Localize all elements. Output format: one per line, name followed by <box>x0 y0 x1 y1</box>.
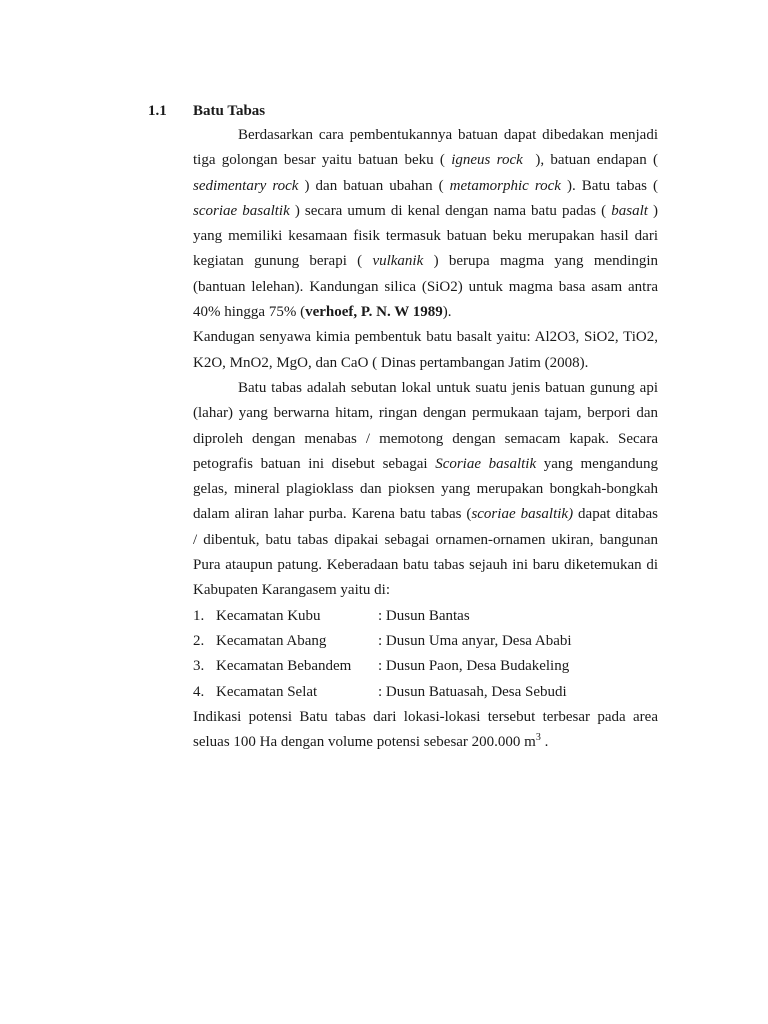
text: Indikasi potensi Batu tabas dari lokasi-lokasi tersebut terbesar pada area <box>193 708 658 725</box>
paragraph-1-line-6 <box>193 249 658 274</box>
text: ). Batu tabas ( <box>567 177 659 194</box>
section-body <box>193 123 658 755</box>
text: K2O, MnO2, MgO, dan CaO ( Dinas pertambangan Jatim (2008). <box>193 354 589 371</box>
list-location: : Dusun Uma anyar, Desa Ababi <box>378 632 572 649</box>
paragraph-3-line-8 <box>193 553 658 578</box>
section-title: Batu Tabas <box>193 103 266 119</box>
list-district: Kecamatan Selat <box>216 683 318 700</box>
citation: verhoef, P. N. W 1989 <box>305 304 443 321</box>
paragraph-1-line-5 <box>193 224 658 249</box>
paragraph-3-line-7 <box>193 528 658 553</box>
paragraph-2-line-2 <box>193 351 658 376</box>
italic-term: scoriae basaltik) <box>471 506 574 523</box>
text: ) <box>653 202 659 219</box>
text: dapat ditabas <box>573 506 658 523</box>
paragraph-1-line-1 <box>193 123 658 148</box>
italic-term: scoriae basaltik <box>193 202 290 219</box>
list-district: Kecamatan Kubu <box>216 607 321 624</box>
list-item <box>193 654 658 679</box>
text: ) dan batuan ubahan ( <box>304 177 444 194</box>
list-number: 4. <box>193 683 205 700</box>
paragraph-3-line-5 <box>193 477 658 502</box>
list-district: Kecamatan Abang <box>216 632 327 649</box>
text: Batu tabas adalah sebutan lokal untuk suatu jenis batuan gunung api <box>238 379 658 396</box>
italic-term: vulkanik <box>372 253 424 270</box>
list-item <box>193 629 658 654</box>
list-number: 1. <box>193 607 205 624</box>
italic-term: igneus rock <box>451 152 523 169</box>
text: kegiatan gunung berapi ( <box>193 253 363 270</box>
list-district: Kecamatan Bebandem <box>216 658 352 675</box>
list-number: 2. <box>193 632 205 649</box>
text: 40% hingga 75% ( <box>193 304 306 321</box>
list-location: : Dusun Paon, Desa Budakeling <box>378 658 570 675</box>
text: ) secara umum di kenal dengan nama batu padas ( <box>294 202 607 219</box>
paragraph-2-line-1 <box>193 325 658 350</box>
text: Pura ataupun patung. Keberadaan batu tabas sejauh ini baru diketemukan di <box>193 557 658 574</box>
text: (bantuan lelehan). Kandungan silica (SiO2) untuk magma basa asam antra <box>193 278 658 295</box>
paragraph-4-line-2 <box>193 730 658 755</box>
superscript: 3 <box>535 732 541 744</box>
text: tiga golongan besar yaitu batuan beku ( <box>193 152 445 169</box>
italic-term: Scoriae basaltik <box>435 455 537 472</box>
section-number: 1.1 <box>148 103 167 119</box>
text: Kandugan senyawa kimia pembentuk batu basalt yaitu: Al2O3, SiO2, TiO2, <box>193 329 658 346</box>
text: petografis batuan ini disebut sebagai <box>193 455 436 472</box>
paragraph-3-line-4 <box>193 452 658 477</box>
text: ). <box>442 304 452 321</box>
paragraph-3-line-9 <box>193 578 658 603</box>
paragraph-3-line-3 <box>193 427 658 452</box>
text: yang mengandung <box>536 455 658 472</box>
paragraph-3-line-2 <box>193 401 658 426</box>
text: . <box>540 734 549 751</box>
italic-term: metamorphic rock <box>449 177 561 194</box>
list-number: 3. <box>193 658 205 675</box>
paragraph-1-line-3 <box>193 174 658 199</box>
italic-term: basalt <box>611 202 648 219</box>
paragraph-3-line-6 <box>193 502 658 527</box>
paragraph-1-line-8 <box>193 300 658 325</box>
text: Kabupaten Karangasem yaitu di: <box>193 582 391 599</box>
paragraph-1-line-7 <box>193 275 658 300</box>
italic-term: sedimentary rock <box>193 177 299 194</box>
text: / dibentuk, batu tabas dipakai sebagai ornamen-ornamen ukiran, bangunan <box>193 531 658 548</box>
text: dalam aliran lahar purba. Karena batu tabas ( <box>193 506 472 523</box>
text: (lahar) yang berwarna hitam, ringan dengan permukaan tajam, berpori dan <box>193 405 658 422</box>
text: Berdasarkan cara pembentukannya batuan dapat dibedakan menjadi <box>238 127 658 143</box>
list-item <box>193 680 658 705</box>
paragraph-3-line-1 <box>193 376 658 401</box>
text: seluas 100 Ha dengan volume potensi sebesar 200.000 m <box>193 734 536 751</box>
text: diproleh dengan menabas / memotong dengan semacam kapak. Secara <box>193 430 658 447</box>
list-location: : Dusun Bantas <box>378 607 470 624</box>
text: gelas, mineral plagioklass dan pioksen yang merupakan bongkah-bongkah <box>193 481 658 498</box>
paragraph-4-line-1 <box>193 705 658 730</box>
paragraph-1-line-2 <box>193 148 658 173</box>
paragraph-1-line-4 <box>193 199 658 224</box>
list-location: : Dusun Batuasah, Desa Sebudi <box>378 683 567 700</box>
text: yang memiliki kesamaan fisik termasuk batuan beku merupakan hasil dari <box>193 228 658 245</box>
text: ), batuan endapan ( <box>535 152 658 169</box>
text: ) berupa magma yang mendingin <box>433 253 659 270</box>
list-item <box>193 604 658 629</box>
